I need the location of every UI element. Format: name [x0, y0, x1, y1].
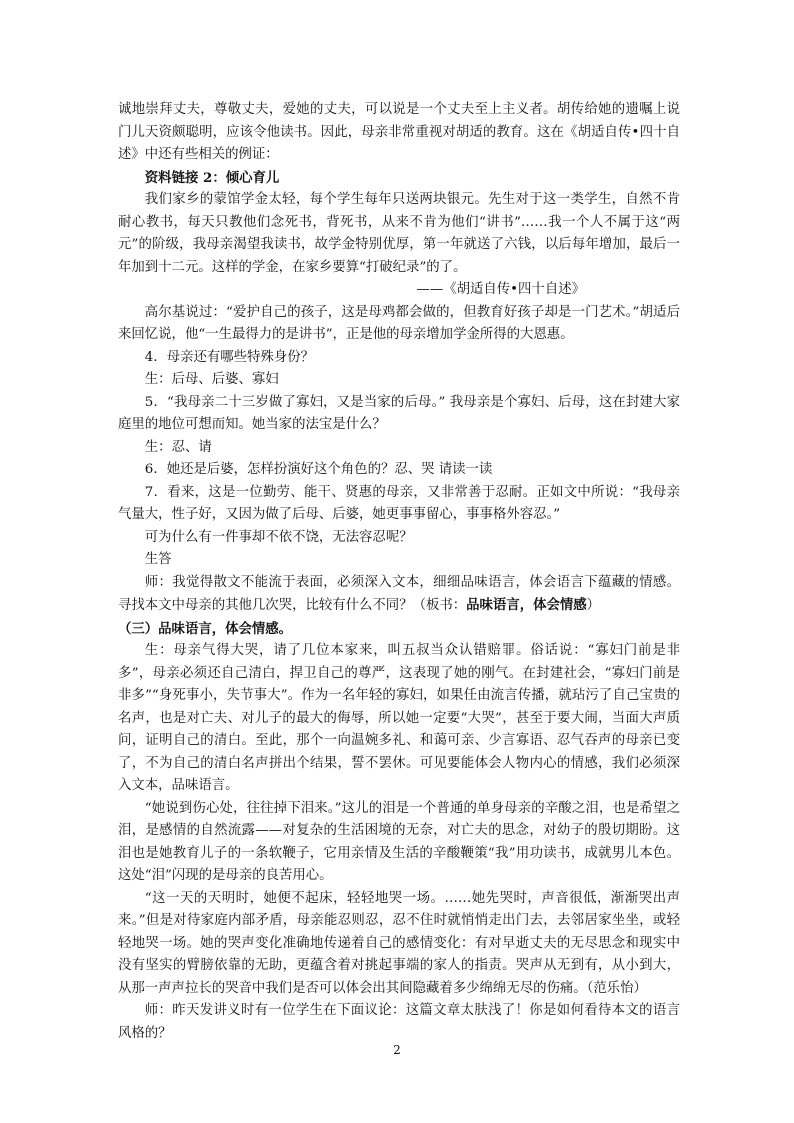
page-number: 2: [393, 1043, 401, 1057]
quote-passage: 我们家乡的蒙馆学金太轻，每个学生每年只送两块银元。先生对于这一类学生，自然不肯耐心教书，每天只教他们念死书，背死书，从来不肯为他们“讲书”……我一个人不属于这“两元”的阶级，我母亲渴望我读书，故学金特别优厚，第一年就送了六钱，以后每年增加，最后一年加到十二元。这样的学金，在家乡要算“打破纪录”的了。: [118, 192, 680, 275]
question-followup: 可为什么有一件事却不依不饶，无法容忍呢？: [144, 529, 413, 545]
quote-source: ——《胡适自传•四十自述》: [416, 282, 585, 297]
answer-5: 生：忍、请: [144, 439, 212, 455]
section-heading: （三）品味语言，体会情感。: [118, 620, 293, 637]
board-note: 品味语言，体会情感: [466, 597, 587, 613]
paragraph-dawn: “这一天的天明时，她便不起床，轻轻地哭一场。……她先哭时，声音很低，渐渐哭出声来。”但是对待家庭内部矛盾，母亲能忍则忍，忍不住时就悄悄走出门去，去邻居家坐坐，或轻轻地哭一场。她的哭声变化准确地传递着自己的感情变化：有对早逝丈夫的无尽思念和现实中没有坚实的臂膀依靠的无助，更蕴含着对挑起事端的家人的指责。哭声从无到有，从小到大，从那一声声拉长的哭音中我们是否可以体会出其间隐藏着多少绵绵无尽的伤痛。（范乐怡）: [118, 890, 680, 996]
material-link-heading: 资料链接 2：倾心育儿: [144, 169, 280, 186]
paragraph-gorky: 高尔基说过：“爱护自己的孩子，这是母鸡都会做的，但教育好孩子却是一门艺术。”胡适后来回忆说，他“一生最得力的是讲书”，正是他的母亲增加学金所得的大恩惠。: [118, 304, 680, 342]
teacher-paragraph: [118, 572, 680, 618]
answer-4: 生：后母、后婆、寡妇: [144, 372, 279, 387]
question-6: 6．她还是后婆，怎样扮演好这个角色的？忍、哭 请读一读: [144, 462, 493, 477]
student-answer: 生答: [144, 552, 172, 567]
question-7: 7．看来，这是一位勤劳、能干、贤惠的母亲，又非常善于忍耐。正如文中所说：“我母亲气量大，性子好，又因为做了后母、后婆，她更事事留心，事事格外容忍。”: [118, 484, 680, 522]
teacher-text-end: ）: [586, 598, 601, 613]
paragraph-final: 师：昨天发讲义时有一位学生在下面议论：这篇文章太肤浅了！你是如何看待本文的语言风格的？: [118, 1003, 680, 1041]
question-4: 4．母亲还有哪些特殊身份？: [144, 349, 315, 365]
paragraph-crying: 生：母亲气得大哭，请了几位本家来，叫五叔当众认错赔罪。俗话说：“寡妇门前是非多”，母亲必须还自己清白，捍卫自己的尊严，这表现了她的刚气。在封建社会，“寡妇门前是非多”“身死事小，失节事大”。作为一名年轻的寡妇，如果任由流言传播，就玷污了自己宝贵的名声，也是对亡夫、对儿子的最大的侮辱，所以她一定要“大哭”，甚至于要大闹，当面大声质问，证明自己的清白。至此，那个一向温婉多礼、和蔼可亲、少言寡语、忍气吞声的母亲已变了，不为自己的清白名声拼出个结果，誓不罢休。可见要能体会人物内心的情感，我们必须深入文本，品味语言。: [118, 643, 680, 793]
paragraph-intro: 诚地崇拜丈夫，尊敬丈夫，爱她的丈夫，可以说是一个丈夫至上主义者。胡传给她的遗嘱上说门儿天资颇聪明，应该令他读书。因此，母亲非常重视对胡适的教育。这在《胡适自传•四十自述》中还有些相关的例证：: [118, 102, 680, 162]
question-5: 5．“我母亲二十三岁做了寡妇，又是当家的后母。” 我母亲是个寡妇、后母，这在封建大家庭里的地位可想而知。她当家的法宝是什么？: [118, 394, 680, 432]
teacher-text: 师：我觉得散文不能流于表面，必须深入文本，细细品味语言，体会语言下蕴藏的情感。寻找本文中母亲的其他几次哭，比较有什么不同？（板书：: [118, 574, 680, 613]
document-body: [118, 99, 680, 1045]
paragraph-tears: “她说到伤心处，往往掉下泪来。”这儿的泪是一个普通的单身母亲的辛酸之泪，也是希望之泪，是感情的自然流露——对复杂的生活困境的无奈，对亡夫的思念，对幼子的殷切期盼。这泪也是她教育儿子的一条软鞭子，它用亲情及生活的辛酸鞭策“我”用功读书，成就男儿本色。这处“泪”闪现的是母亲的良苦用心。: [118, 800, 680, 883]
